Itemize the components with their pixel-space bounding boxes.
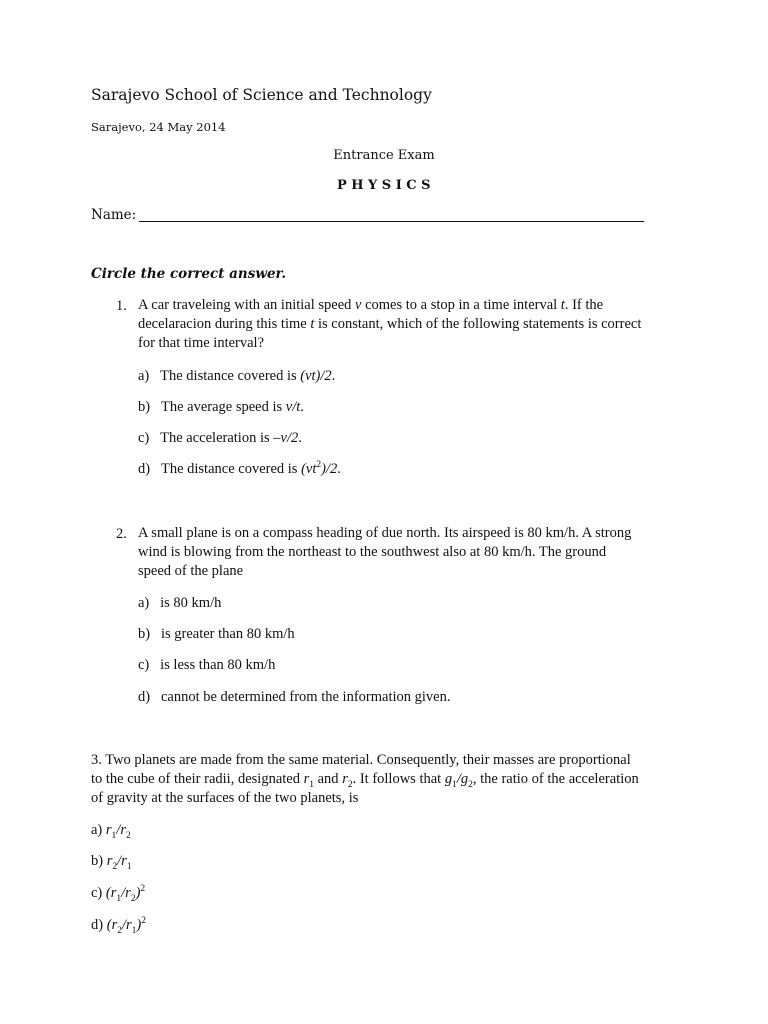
school-title: Sarajevo School of Science and Technology: [91, 86, 432, 104]
question-2-option-c[interactable]: c) is less than 80 km/h: [138, 657, 276, 673]
question-2-line-1: A small plane is on a compass heading of due north. Its airspeed is 80 km/h. A strong: [138, 525, 632, 541]
question-3-line-3: of gravity at the surfaces of the two planets, is: [91, 790, 359, 806]
question-3-option-c[interactable]: c) $(r_1/r_2)^2$: [91, 884, 146, 904]
question-3-option-a[interactable]: a) $r_1/r_2$: [91, 822, 131, 841]
question-2-option-b[interactable]: b) is greater than 80 km/h: [138, 626, 295, 642]
name-label: Name:: [91, 207, 137, 223]
question-2-option-a[interactable]: a) is 80 km/h: [138, 595, 222, 611]
question-1-option-c[interactable]: c) The acceleration is –v/2.: [138, 430, 302, 446]
question-1-option-a[interactable]: a) The distance covered is (vt)/2.: [138, 368, 336, 384]
question-1-line-1: A car traveleing with an initial speed v comes to a stop in a time interval t. If the: [138, 297, 604, 313]
question-2-line-3: speed of the plane: [138, 563, 244, 579]
question-1-option-d[interactable]: d) The distance covered is $(vt^2)/2$.: [138, 460, 341, 477]
question-2-option-d[interactable]: d) cannot be determined from the information given.: [138, 689, 451, 705]
exam-title: Entrance Exam: [333, 148, 435, 163]
question-3-option-d[interactable]: d) $(r_2/r_1)^2$: [91, 916, 146, 936]
name-blank-line: [139, 221, 644, 222]
question-2-line-2: wind is blowing from the northeast to the southwest also at 80 km/h. The ground: [138, 544, 607, 560]
instruction-text: Circle the correct answer.: [91, 266, 287, 282]
subject-title: PHYSICS: [336, 178, 436, 193]
question-3-line-1: 3. Two planets are made from the same material. Consequently, their masses are proportional: [91, 752, 631, 768]
question-2-number: 2.: [116, 526, 127, 542]
question-1-line-3: for that time interval?: [138, 335, 265, 351]
question-1-option-b[interactable]: b) The average speed is v/t.: [138, 399, 304, 415]
exam-date: Sarajevo, 24 May 2014: [91, 120, 226, 134]
question-1-number: 1.: [116, 298, 127, 314]
question-1-line-2: decelaracion during this time t is constant, which of the following statements is correct: [138, 316, 642, 332]
question-3-line-2: to the cube of their radii, designated $r_1$ and $r_2$. It follows that $g_1/g_2$, the ratio of the acceleration: [91, 771, 639, 790]
question-3-option-b[interactable]: b) $r_2/r_1$: [91, 853, 132, 872]
